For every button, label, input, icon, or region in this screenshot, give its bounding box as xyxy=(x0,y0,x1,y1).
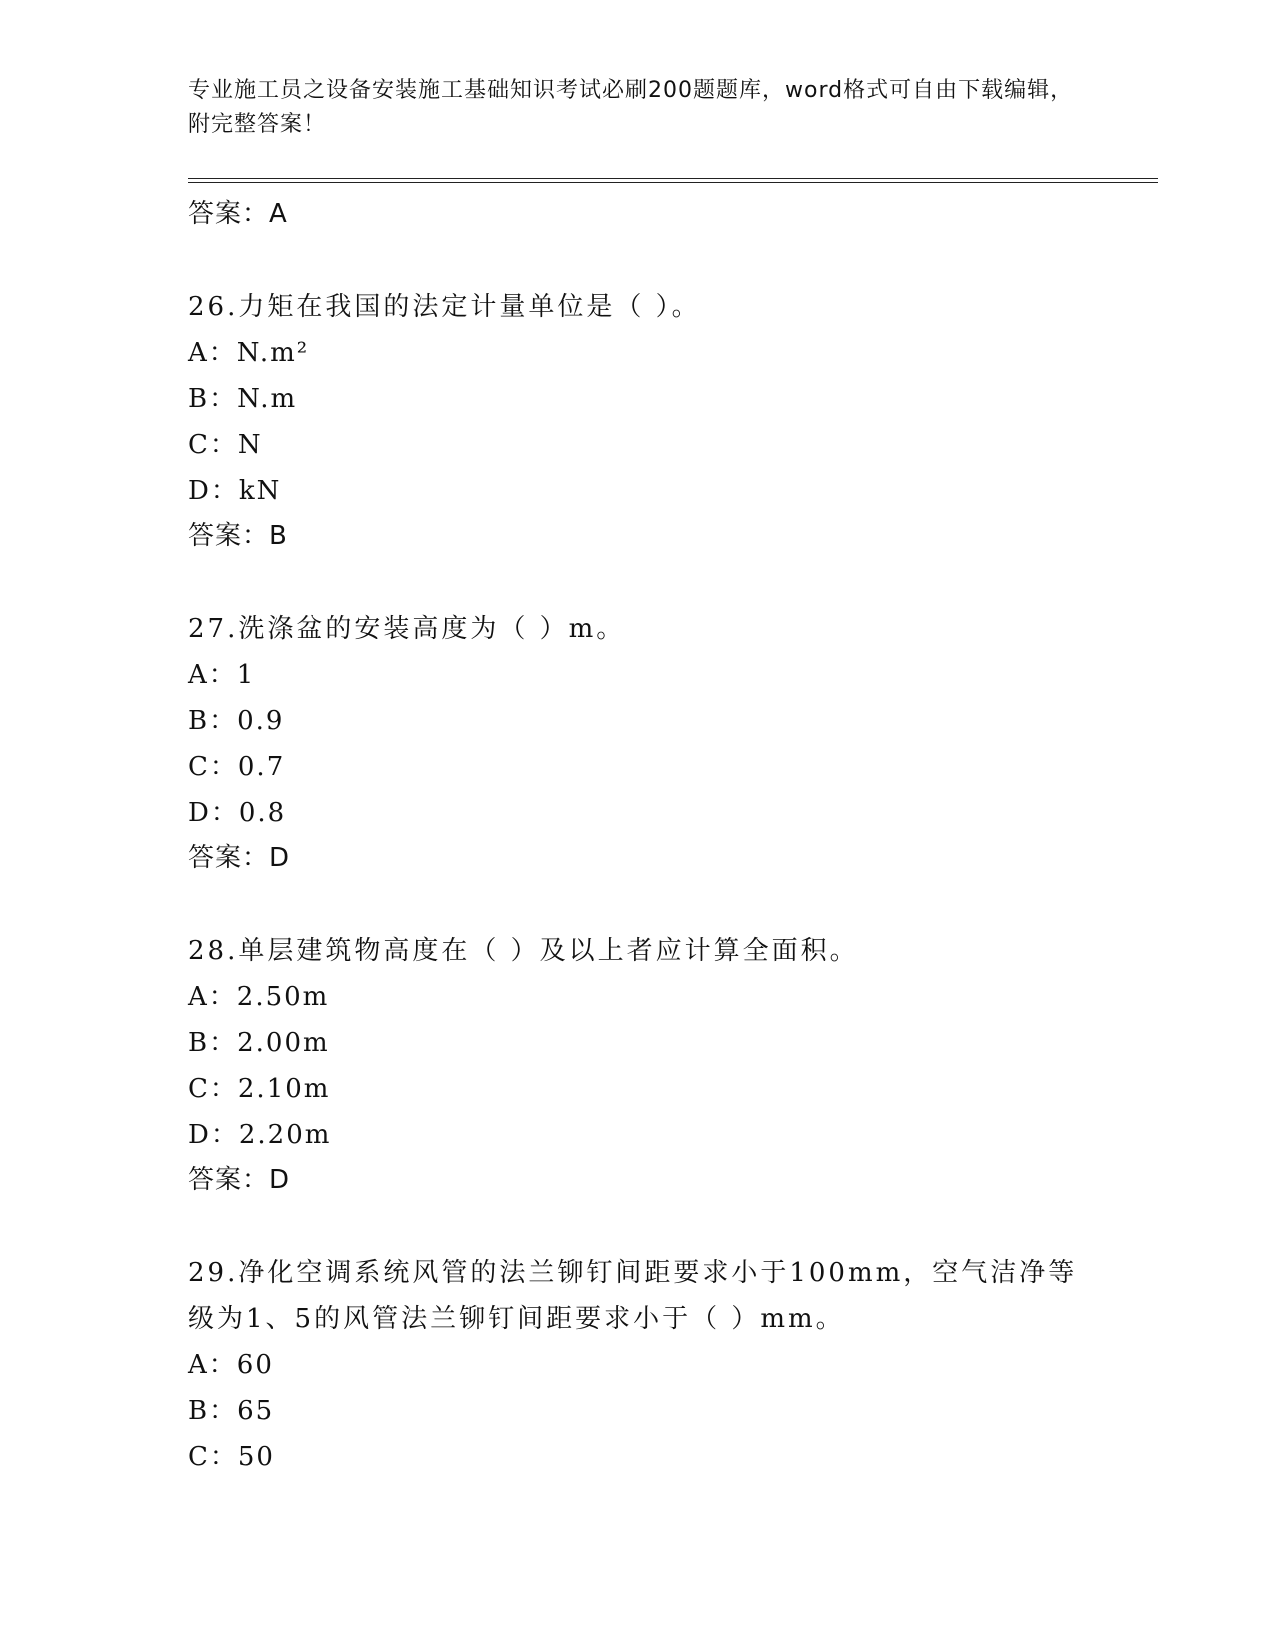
option-b: B：N.m xyxy=(188,384,298,414)
question-item xyxy=(188,606,1088,882)
question-text: 29.净化空调系统风管的法兰铆钉间距要求小于100mm，空气洁净等级为1、5的风管法兰铆钉间距要求小于（ ）mm。 xyxy=(188,1258,1078,1334)
option-a: A：2.50m xyxy=(188,982,330,1012)
option-c: C：2.10m xyxy=(188,1074,331,1104)
option-a: A：N.m² xyxy=(188,338,310,368)
option-a: A：60 xyxy=(188,1350,274,1380)
answer-line: 答案：A xyxy=(188,199,288,229)
option-a: A：1 xyxy=(188,660,256,690)
answer-line: 答案：B xyxy=(188,521,288,551)
answer-line: 答案：D xyxy=(188,843,291,873)
option-b: B：2.00m xyxy=(188,1028,330,1058)
document-body xyxy=(188,192,1088,1480)
option-c: C：50 xyxy=(188,1442,275,1472)
option-d: D：2.20m xyxy=(188,1120,332,1150)
option-b: B：0.9 xyxy=(188,706,285,736)
page-header xyxy=(188,74,1088,142)
option-c: C：N xyxy=(188,430,263,460)
option-b: B：65 xyxy=(188,1396,275,1426)
option-d: D：kN xyxy=(188,476,282,506)
question-item xyxy=(188,284,1088,560)
answer-line: 答案：D xyxy=(188,1165,291,1195)
header-divider xyxy=(188,178,1158,183)
question-item xyxy=(188,928,1088,1204)
option-d: D：0.8 xyxy=(188,798,287,828)
document-title: 专业施工员之设备安装施工基础知识考试必刷200题题库，word格式可自由下载编辑，附完整答案！ xyxy=(188,78,1074,137)
question-item xyxy=(188,1250,1088,1480)
question-text: 27.洗涤盆的安装高度为（ ）m。 xyxy=(188,614,626,644)
question-text: 28.单层建筑物高度在（ ）及以上者应计算全面积。 xyxy=(188,936,859,966)
question-text: 26.力矩在我国的法定计量单位是（ ）。 xyxy=(188,292,701,322)
option-c: C：0.7 xyxy=(188,752,286,782)
